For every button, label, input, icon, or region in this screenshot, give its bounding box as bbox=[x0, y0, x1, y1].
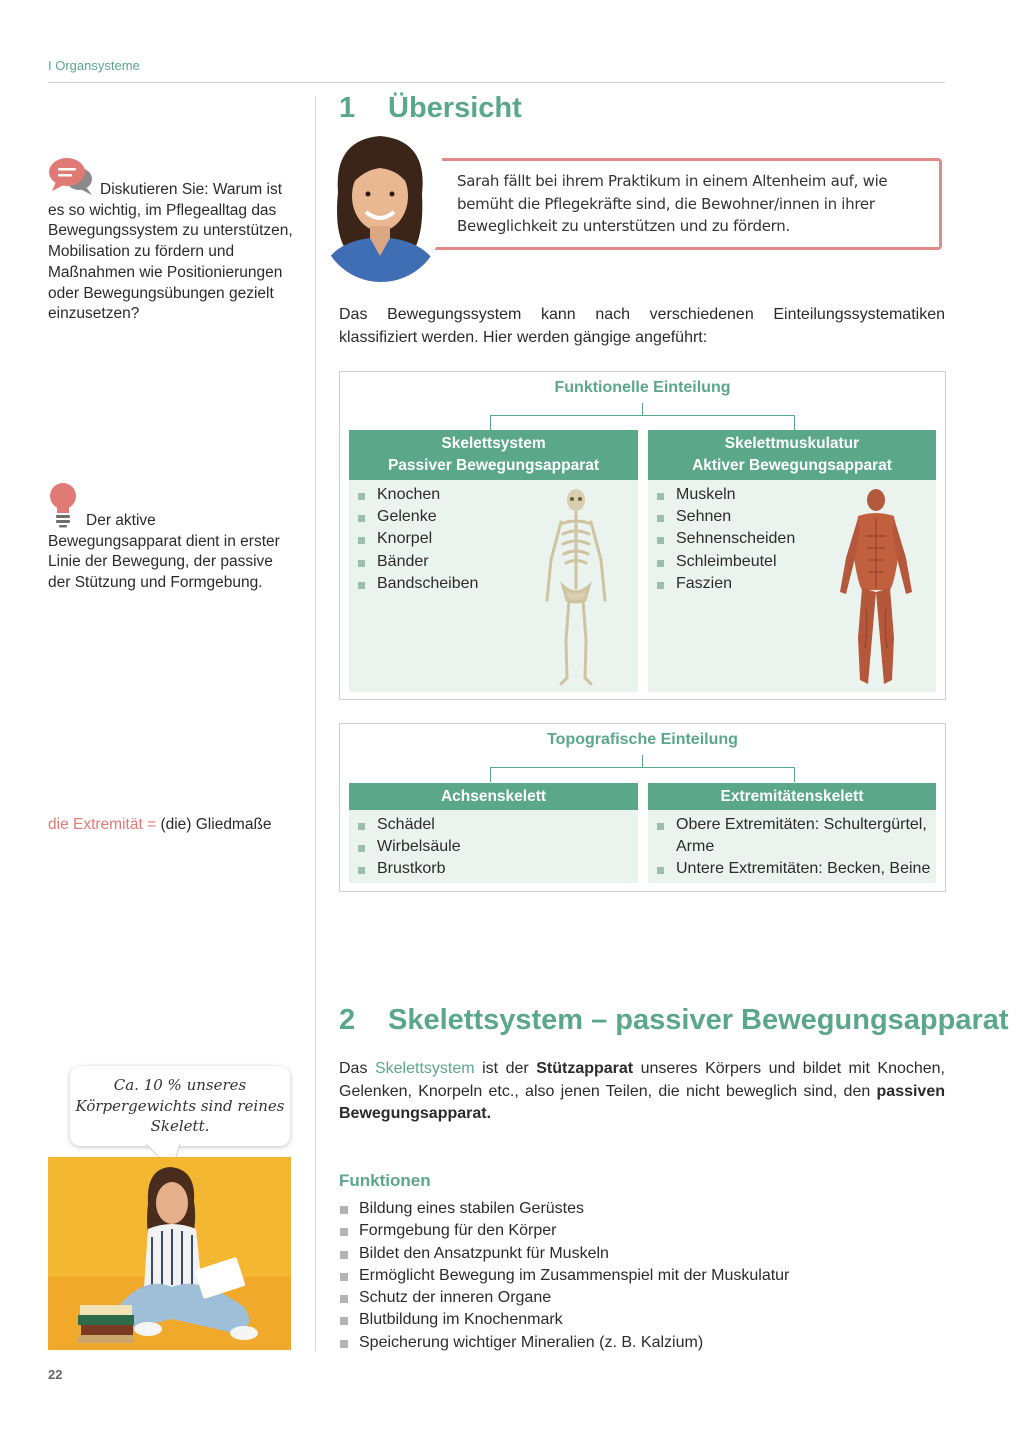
list-item: Bandscheiben bbox=[357, 573, 478, 595]
list-item: Ermöglicht Bewegung im Zusammenspiel mit der Muskulatur bbox=[339, 1265, 789, 1287]
list-item: Obere Extremitäten: Schultergürtel, Arme bbox=[656, 814, 932, 858]
section-1-title bbox=[339, 92, 522, 125]
muscle-list bbox=[656, 484, 795, 595]
text-run: ist der bbox=[474, 1060, 537, 1077]
column-divider bbox=[315, 96, 316, 1351]
list-item: Bänder bbox=[357, 551, 478, 573]
axial-skeleton-list bbox=[357, 814, 461, 881]
functions-heading: Funktionen bbox=[339, 1171, 431, 1190]
skeletal-header-line1: Skelettsystem bbox=[441, 435, 546, 452]
glossary-definition: (die) Gliedmaße bbox=[160, 816, 272, 833]
speech-bubble-text: Ca. 10 % unseres Körpergewichts sind reines Skelett. bbox=[75, 1076, 285, 1135]
term-stuetzapparat: Stützapparat bbox=[536, 1060, 634, 1077]
list-item: Knochen bbox=[357, 484, 478, 506]
list-item: Muskeln bbox=[656, 484, 795, 506]
skeletal-list bbox=[357, 484, 478, 595]
muscle-header-line1: Skelettmuskulatur bbox=[724, 435, 860, 452]
tree-connector bbox=[794, 415, 795, 430]
axial-skeleton-header: Achsenskelett bbox=[349, 783, 638, 810]
appendicular-skeleton-list bbox=[656, 814, 932, 881]
running-head: I Organsysteme bbox=[48, 58, 140, 73]
section-2-title-text: Skelettsystem – passiver Bewegungsapparat bbox=[388, 1004, 1009, 1036]
list-item: Wirbelsäule bbox=[357, 836, 461, 858]
list-item: Bildet den Ansatzpunkt für Muskeln bbox=[339, 1243, 789, 1265]
axial-skeleton-panel bbox=[349, 783, 638, 883]
page-number: 22 bbox=[48, 1367, 63, 1382]
list-item: Bildung eines stabilen Gerüstes bbox=[339, 1198, 789, 1220]
tree-connector bbox=[490, 767, 491, 782]
student-photo bbox=[48, 1157, 291, 1350]
list-item: Schädel bbox=[357, 814, 461, 836]
header-rule bbox=[48, 82, 945, 83]
list-item: Schutz der inneren Organe bbox=[339, 1287, 789, 1309]
tree-connector bbox=[794, 767, 795, 782]
skeletal-panel-header bbox=[349, 430, 638, 480]
glossary-entry bbox=[48, 815, 293, 836]
skeletal-panel bbox=[349, 430, 638, 692]
discussion-text: Diskutieren Sie: Warum ist es so wichtig, im Pflegealltag das Bewegungssystem zu unterstützen, Mobilisation zu fördern und Maßnahmen wie Positionierungen oder Bewegungsübungen gezielt einzusetzen? bbox=[48, 181, 293, 323]
topographic-title: Topografische Einteilung bbox=[547, 731, 738, 748]
skeleton-illustration bbox=[541, 488, 611, 686]
muscle-panel bbox=[648, 430, 936, 692]
tree-connector bbox=[490, 767, 795, 768]
glossary-term: die Extremität bbox=[48, 816, 143, 833]
list-item: Faszien bbox=[656, 573, 795, 595]
appendicular-skeleton-panel bbox=[648, 783, 936, 883]
list-item: Sehnenscheiden bbox=[656, 528, 795, 550]
list-item: Untere Extremitäten: Becken, Beine bbox=[656, 858, 932, 880]
section-2-number: 2 bbox=[339, 1004, 356, 1036]
tip-text: Der aktive Bewegungsapparat dient in erster Linie der Bewegung, der passive der Stützung und Formgebung. bbox=[48, 512, 280, 592]
muscle-header-line2: Aktiver Bewegungsapparat bbox=[692, 457, 892, 474]
section-1-number: 1 bbox=[339, 92, 356, 124]
glossary-separator: = bbox=[142, 816, 161, 833]
appendicular-skeleton-header: Extremitätenskelett bbox=[648, 783, 936, 810]
text-run: unseres Körpers und bildet mit Knochen, Gelenken, Knorpeln etc., also jenen Teilen, die nicht beweglich sind, den bbox=[339, 1060, 945, 1100]
lead-paragraph: Das Bewegungssystem kann nach verschiedenen Einteilungssystematiken klassifiziert werden. Hier werden gängige angeführt: bbox=[339, 306, 945, 346]
list-item: Brustkorb bbox=[357, 858, 461, 880]
student-avatar bbox=[320, 132, 442, 282]
section-2-title bbox=[339, 1004, 1009, 1037]
list-item: Knorpel bbox=[357, 528, 478, 550]
muscle-illustration bbox=[836, 488, 916, 688]
list-item: Sehnen bbox=[656, 506, 795, 528]
term-skelettsystem: Skelettsystem bbox=[374, 1060, 475, 1077]
list-item: Gelenke bbox=[357, 506, 478, 528]
list-item: Schleimbeutel bbox=[656, 551, 795, 573]
list-item: Speicherung wichtiger Mineralien (z. B. Kalzium) bbox=[339, 1332, 789, 1354]
list-item: Blutbildung im Knochenmark bbox=[339, 1309, 789, 1331]
list-item: Formgebung für den Körper bbox=[339, 1220, 789, 1242]
skeletal-system-paragraph bbox=[339, 1058, 945, 1126]
intro-text: Sarah fällt bei ihrem Praktikum in einem Altenheim auf, wie bemüht die Pflegekräfte sind, die Bewohner/innen in ihrer Beweglichkeit zu unterstützen und zu fördern. bbox=[457, 172, 888, 235]
section-1-title-text: Übersicht bbox=[388, 92, 522, 124]
muscle-panel-header bbox=[648, 430, 936, 480]
skeletal-header-line2: Passiver Bewegungsapparat bbox=[387, 457, 600, 474]
functional-classification-box bbox=[339, 371, 946, 700]
term-passiver-bewegungsapparat: passiven Bewegungsapparat. bbox=[339, 1082, 945, 1122]
topographic-classification-box bbox=[339, 723, 946, 892]
functions-list bbox=[339, 1198, 789, 1354]
functional-title: Funktionelle Einteilung bbox=[554, 379, 731, 396]
text-run: Das bbox=[339, 1060, 375, 1077]
tree-connector bbox=[490, 415, 795, 416]
tree-connector bbox=[490, 415, 491, 430]
